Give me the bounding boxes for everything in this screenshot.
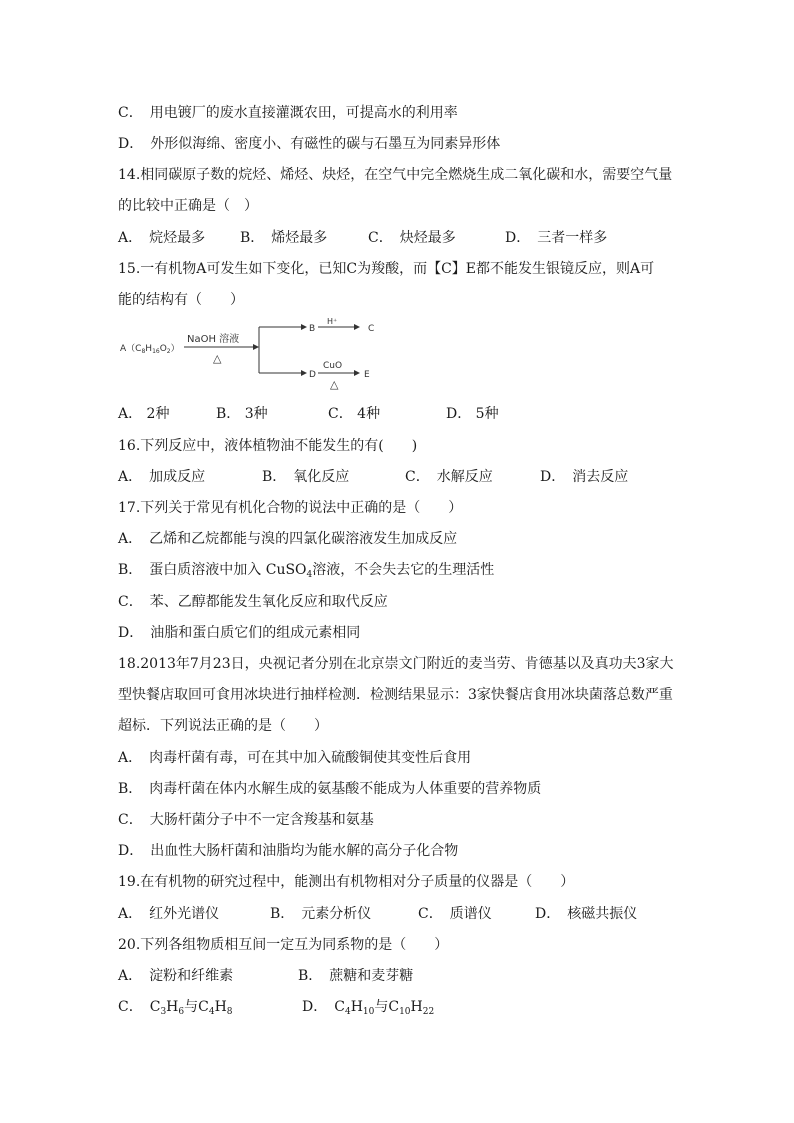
reagent-naoh-label: NaOH 溶液 [187,334,240,345]
q18-option-a: A． 肉毒杆菌有毒，可在其中加入硫酸铜使其变性后食用 [118,750,472,766]
q17-option-d: D． 油脂和蛋白质它们的组成元素相同 [118,625,361,641]
q17-option-c: C． 苯、乙醇都能发生氧化反应和取代反应 [118,594,388,610]
arrowhead-b [301,324,307,330]
q14-option-d: D． 三者一样多 [505,230,608,246]
q15-stem-line2: 能的结构有（ ） [118,292,244,308]
q16-option-b: B． 氧化反应 [262,469,350,485]
compound-d-label: D [309,370,316,380]
q20-stem: 20.下列各组物质相互间一定互为同系物的是（ ） [118,937,449,953]
q18-stem-line2: 型快餐店取回可食用冰块进行抽样检测．检测结果显示：3家快餐店食用冰块菌落总数严重 [118,687,673,703]
q13-option-c: C． 用电镀厂的废水直接灌溉农田，可提高水的利用率 [118,105,458,121]
q20-option-a: A． 淀粉和纤维素 [118,968,234,984]
q14-stem-line1: 14.相同碳原子数的烷烃、烯烃、炔烃，在空气中完全燃烧生成二氧化碳和水，需要空气量 [118,167,673,183]
arrowhead-e [354,370,360,376]
q19-option-b: B． 元素分析仪 [270,906,372,922]
q13-option-d: D． 外形似海绵、密度小、有磁性的碳与石墨互为同素异形体 [118,136,501,152]
q19-option-d: D． 核磁共振仪 [535,906,638,922]
q18-option-b: B． 肉毒杆菌在体内水解生成的氨基酸不能成为人体重要的营养物质 [118,781,542,797]
q18-option-d: D． 出血性大肠杆菌和油脂均为能水解的高分子化合物 [118,843,459,859]
compound-c-label: C [368,324,375,334]
arrowhead-d [301,370,307,376]
arrowhead-a [253,344,259,350]
heat-symbol-2: △ [330,378,339,391]
q14-option-b: B． 烯烃最多 [240,230,328,246]
q18-stem-line1: 18.2013年7月23日，央视记者分别在北京崇文门附近的麦当劳、肯德基以及真功夫3家大 [118,656,674,672]
q17-option-a: A． 乙烯和乙烷都能与溴的四氯化碳溶液发生加成反应 [118,531,458,547]
q14-option-a: A． 烷烃最多 [118,230,206,246]
compound-a-label: $A(C_8H_{16}O_2)$ [120,344,180,355]
q15-stem-line1: 15.一有机物A可发生如下变化，已知C为羧酸，而【C】E都不能发生银镜反应，则A可 [118,261,655,277]
q19-option-a: A． 红外光谱仪 [118,906,220,922]
heat-symbol-1: △ [213,352,222,365]
q16-option-c: C． 水解反应 [405,469,493,485]
q16-stem: 16.下列反应中，液体植物油不能发生的有( ) [118,438,418,454]
q19-stem: 19.在有机物的研究过程中，能测出有机物相对分子质量的仪器是（ ） [118,874,575,890]
q15-option-c: C． 4种 [328,406,381,422]
q20-option-b: B． 蔗糖和麦芽糖 [298,968,414,984]
q14-option-c: C． 炔烃最多 [368,230,456,246]
q15-option-d: D． 5种 [446,406,499,422]
reagent-h-plus-label: H⁺ [327,317,338,326]
q20-option-c: C． $C_3H_6$与$C_4H_8$ [118,999,233,1017]
q18-stem-line3: 超标．下列说法正确的是（ ） [118,718,328,734]
q15-option-a: A． 2种 [118,406,170,422]
q19-option-c: C． 质谱仪 [418,906,492,922]
arrowhead-c [354,324,360,330]
q20-option-d: D． $C_4H_{10}$与$C_{10}H_{22}$ [302,999,435,1017]
q16-option-a: A． 加成反应 [118,469,206,485]
compound-b-label: B [309,324,316,334]
reagent-cuo-label: CuO [323,361,343,371]
q16-option-d: D． 消去反应 [540,469,629,485]
reaction-scheme [118,317,398,392]
compound-e-label: E [364,370,370,380]
q17-stem: 17.下列关于常见有机化合物的说法中正确的是（ ） [118,500,463,516]
q14-stem-line2: 的比较中正确是（ ） [118,198,258,214]
reaction-scheme-svg [118,317,398,392]
q15-option-b: B． 3种 [216,406,268,422]
q17-option-b: B． 蛋白质溶液中加入 CuSO$_4$溶液，不会失去它的生理活性 [118,562,495,580]
q18-option-c: C． 大肠杆菌分子中不一定含羧基和氨基 [118,812,374,828]
